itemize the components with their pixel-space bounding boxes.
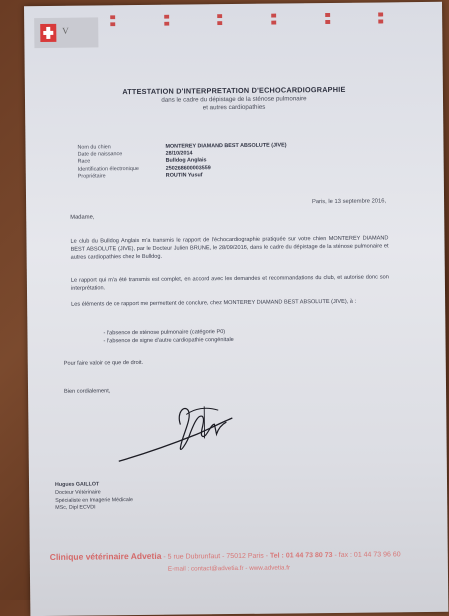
service-item — [378, 19, 430, 24]
service-item — [325, 19, 377, 24]
ident-row: Identification électronique 250268600003559 — [77, 164, 211, 173]
clinic-logo — [34, 17, 98, 48]
clinic-phone: Tel : 01 44 73 80 73 — [269, 551, 333, 560]
closing-line: Pour faire valoir ce que de droit. — [63, 359, 144, 367]
signer-title: Docteur Vétérinaire — [55, 489, 101, 496]
ident-row: Propriétaire ROUTIN Yusuf — [77, 172, 203, 180]
signer-name: Hugues GAILLOT — [54, 481, 100, 488]
footer-address-line: Clinique vétérinaire Advetia - 5 rue Dubrunfaut - 75012 Paris - Tel : 01 44 73 80 73 - fax : 01 44 73 96 60 — [49, 550, 401, 562]
services-grid — [110, 12, 430, 26]
footer-contact-line: E-mail : contact@advetia.fr - www.advetia.fr — [167, 564, 291, 573]
service-item — [110, 15, 162, 20]
service-item — [378, 12, 430, 17]
document-subtitle: dans le cadre du dépistage de la sténose pulmonaire — [161, 95, 307, 104]
paragraph-2: Le rapport qui m'a été transmis est complet, en accord avec les demandes et recommandations du club, et autorise donc son interprétation. — [70, 274, 389, 292]
service-item — [271, 20, 323, 25]
closing-greeting: Bien cordialement, — [64, 388, 111, 395]
cross-icon — [40, 24, 56, 42]
letter-date: Paris, le 13 septembre 2016, — [311, 198, 387, 206]
handwritten-signature — [110, 394, 251, 467]
service-item — [110, 22, 162, 27]
paragraph-1: Le club du Bulldog Anglais m'a transmis le rapport de l'échocardiographie pratiquée sur votre chien MONTEREY DIAMAND BEST ABSOLUTE (JIVE), par le Docteur Julien BRUNE, le 28/09/2016, dans le cadre du dépistage de la sténose pulmonaire et autres cardiopathies chez le Bulldog. — [70, 235, 389, 261]
service-item — [271, 13, 323, 18]
document-title: ATTESTATION D'INTERPRETATION D'ECHOCARDIOGRAPHIE — [122, 84, 346, 97]
identification-block — [77, 142, 286, 180]
service-item — [164, 21, 216, 26]
document-page — [24, 2, 448, 616]
service-item — [164, 14, 216, 19]
ident-row: Race Bulldog Anglais — [77, 157, 207, 166]
conclusion-item-2: - l'absence de signe d'autre cardiopathie congénitale — [103, 337, 234, 345]
signer-degree: MSc, Dipl ECVDI — [55, 504, 96, 512]
document-subtitle-2: et autres cardiopathies — [202, 103, 266, 112]
signer-block — [55, 481, 133, 513]
clinic-name: Clinique vétérinaire Advetia — [49, 550, 162, 562]
conclusion-item-1: - l'absence de sténose pulmonaire (catégorie P0) — [103, 329, 226, 337]
service-item — [217, 14, 269, 19]
service-item — [218, 21, 270, 26]
paragraph-3: Les éléments de ce rapport me permettent de conclure, chez MONTEREY DIAMAND BEST ABSOLUTE (JIVE), à : — [71, 298, 357, 308]
ident-row: Date de naissance 28/10/2014 — [77, 150, 193, 158]
salutation: Madame, — [70, 214, 95, 221]
signer-specialty: Spécialiste en Imagerie Médicale — [55, 496, 133, 504]
logo-text: V — [62, 25, 69, 36]
ident-row: Nom du chien MONTEREY DIAMAND BEST ABSOLUTE (JIVE) — [77, 142, 287, 151]
service-item — [325, 12, 377, 17]
